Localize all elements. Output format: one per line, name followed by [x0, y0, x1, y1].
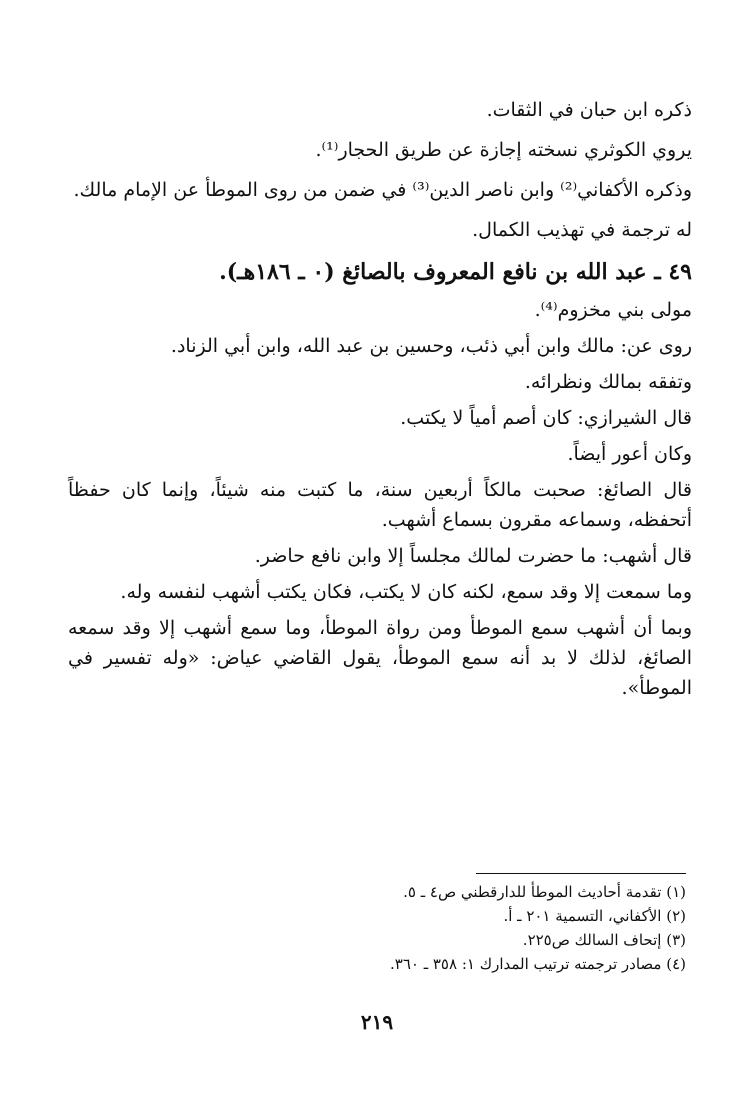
entry-heading: ٤٩ ـ عبد الله بن نافع المعروف بالصائغ (٠ ـ ١٨٦هـ). — [219, 259, 692, 285]
paragraph: وذكره الأكفاني⁽²⁾ وابن ناصر الدين⁽³⁾ في ضمن من روى الموطأ عن الإمام مالك. — [73, 179, 692, 201]
page-number: ٢١٩ — [360, 1010, 394, 1034]
page-body — [68, 95, 692, 703]
footnote-item: (٢) الأكفاني، التسمية ٢٠١ ـ أ. — [503, 907, 686, 925]
footnote-item: (٣) إتحاف السالك ص٢٢٥. — [522, 931, 686, 949]
footnote-divider — [476, 873, 686, 874]
paragraph: وبما أن أشهب سمع الموطأ ومن رواة الموطأ، وما سمع أشهب إلا وقد سمعه الصائغ، لذلك لا بد أنه سمع الموطأ، يقول القاضي عياض: «وله تفسير في الموطأ». — [68, 617, 692, 699]
paragraph: قال الصائغ: صحبت مالكاً أربعين سنة، ما كتبت منه شيئاً، وإنما كان حفظاً أتحفظه، وسماعه مقرون بسماع أشهب. — [68, 479, 692, 531]
paragraph: وما سمعت إلا وقد سمع، لكنه كان لا يكتب، فكان يكتب أشهب لنفسه وله. — [120, 581, 692, 603]
paragraph: يروي الكوثري نسخته إجازة عن طريق الحجار⁽¹⁾. — [315, 139, 692, 161]
paragraph: قال الشيرازي: كان أصم أمياً لا يكتب. — [400, 407, 692, 429]
paragraph: له ترجمة في تهذيب الكمال. — [472, 219, 692, 241]
paragraph: ذكره ابن حبان في الثقات. — [486, 99, 692, 121]
paragraph: روى عن: مالك وابن أبي ذئب، وحسين بن عبد الله، وابن أبي الزناد. — [170, 335, 692, 357]
paragraph: وتفقه بمالك ونظرائه. — [524, 371, 692, 393]
paragraph: قال أشهب: ما حضرت لمالك مجلساً إلا وابن نافع حاضر. — [254, 545, 692, 567]
footnotes — [68, 880, 686, 976]
paragraph: مولى بني مخزوم⁽⁴⁾. — [534, 299, 692, 321]
footnote-item: (٤) مصادر ترجمته ترتيب المدارك ١: ٣٥٨ ـ ٣٦٠. — [389, 955, 686, 973]
paragraph: وكان أعور أيضاً. — [567, 443, 692, 465]
footnote-item: (١) تقدمة أحاديث الموطأ للدارقطني ص٤ ـ ٥. — [403, 883, 686, 901]
